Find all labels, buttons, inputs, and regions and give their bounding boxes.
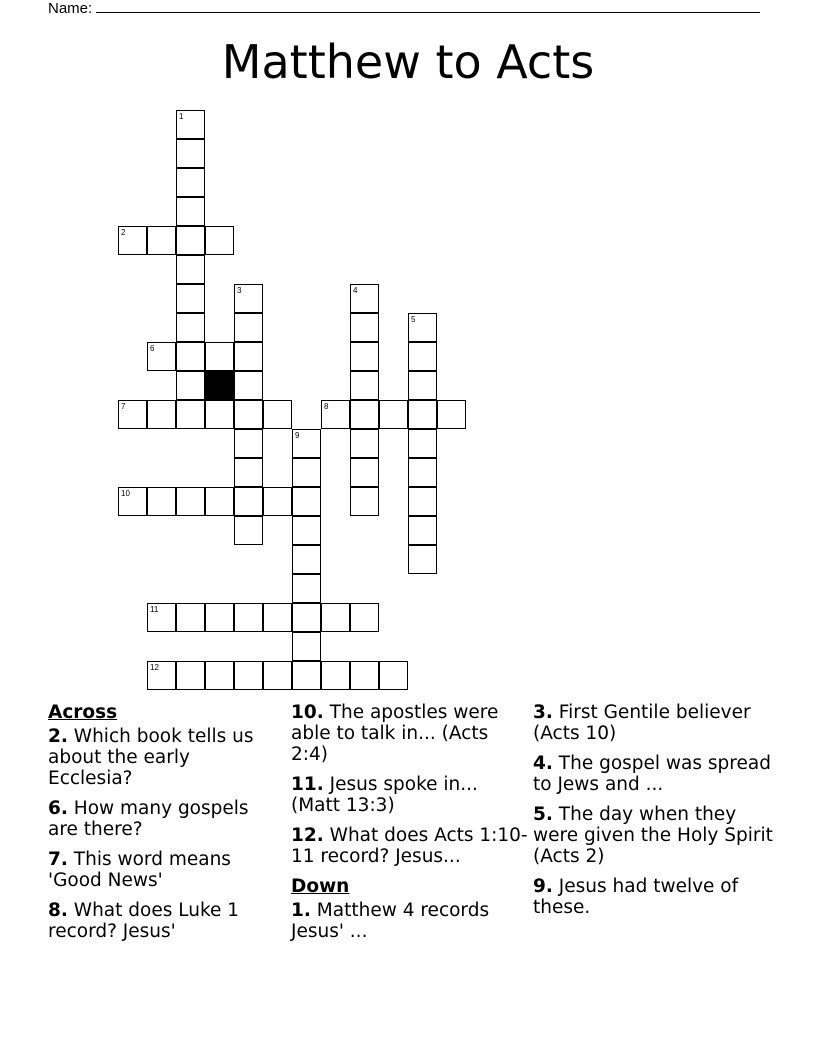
- grid-cell[interactable]: [292, 429, 321, 458]
- clue-down-3: 3. First Gentile believer (Acts 10): [533, 702, 751, 744]
- grid-cell[interactable]: [292, 458, 321, 487]
- grid-cell[interactable]: [408, 371, 437, 400]
- grid-cell[interactable]: [205, 603, 234, 632]
- grid-cell[interactable]: [292, 487, 321, 516]
- name-label: Name:: [48, 0, 93, 17]
- grid-cell[interactable]: [321, 400, 350, 429]
- clues-column-3: [533, 702, 773, 927]
- clue-across-7: 7. This word means 'Good News': [48, 849, 231, 891]
- clue-number: 7: [121, 402, 126, 411]
- grid-cell[interactable]: [321, 603, 350, 632]
- clue-number: 5: [411, 315, 416, 324]
- grid-cell[interactable]: [147, 226, 176, 255]
- grid-cell[interactable]: [408, 516, 437, 545]
- grid-cell[interactable]: [176, 603, 205, 632]
- grid-cell[interactable]: [408, 458, 437, 487]
- grid-cell[interactable]: [176, 661, 205, 690]
- grid-cell[interactable]: [176, 139, 205, 168]
- grid-cell[interactable]: [350, 313, 379, 342]
- grid-cell[interactable]: [205, 342, 234, 371]
- clue-number: 6: [150, 344, 155, 353]
- grid-cell[interactable]: [292, 661, 321, 690]
- grid-cell[interactable]: [205, 661, 234, 690]
- grid-cell[interactable]: [321, 661, 350, 690]
- grid-cell[interactable]: [176, 197, 205, 226]
- grid-cell[interactable]: [176, 284, 205, 313]
- grid-cell[interactable]: [408, 487, 437, 516]
- grid-cell[interactable]: [379, 661, 408, 690]
- page-title: Matthew to Acts: [221, 35, 595, 89]
- grid-cell[interactable]: [176, 371, 205, 400]
- grid-cell[interactable]: [263, 603, 292, 632]
- grid-cell[interactable]: [234, 313, 263, 342]
- grid-cell[interactable]: [234, 516, 263, 545]
- clue-number: 12: [150, 663, 159, 672]
- grid-cell[interactable]: [292, 516, 321, 545]
- grid-cell[interactable]: [176, 487, 205, 516]
- grid-cell[interactable]: [350, 284, 379, 313]
- clue-across-2: 2. Which book tells us about the early Ecclesia?: [48, 726, 254, 789]
- grid-cell[interactable]: [350, 342, 379, 371]
- grid-cell[interactable]: [205, 487, 234, 516]
- grid-cell[interactable]: [176, 400, 205, 429]
- grid-cell[interactable]: [350, 487, 379, 516]
- grid-cell[interactable]: [263, 661, 292, 690]
- grid-cell[interactable]: [176, 168, 205, 197]
- clue-number: 10: [121, 489, 130, 498]
- grid-cell[interactable]: [205, 400, 234, 429]
- clue-number: 4: [353, 286, 358, 295]
- grid-cell[interactable]: [379, 400, 408, 429]
- grid-cell[interactable]: [118, 400, 147, 429]
- grid-cell[interactable]: [147, 342, 176, 371]
- grid-cell[interactable]: [263, 487, 292, 516]
- clue-number: 1: [179, 112, 184, 121]
- clue-across-11: 11. Jesus spoke in... (Matt 13:3): [291, 774, 478, 816]
- grid-cell[interactable]: [176, 226, 205, 255]
- grid-cell[interactable]: [234, 400, 263, 429]
- grid-cell[interactable]: [350, 603, 379, 632]
- clue-down-5: 5. The day when they were given the Holy Spirit (Acts 2): [533, 804, 773, 867]
- grid-cell[interactable]: [234, 429, 263, 458]
- grid-cell[interactable]: [292, 632, 321, 661]
- clue-number: 3: [237, 286, 242, 295]
- grid-cell[interactable]: [437, 400, 466, 429]
- clue-number: 8: [324, 402, 329, 411]
- grid-cell[interactable]: [350, 458, 379, 487]
- grid-cell[interactable]: [176, 255, 205, 284]
- grid-cell[interactable]: [118, 487, 147, 516]
- grid-cell[interactable]: [292, 603, 321, 632]
- clues-column-1: [48, 702, 278, 951]
- grid-cell[interactable]: [147, 603, 176, 632]
- grid-cell[interactable]: [234, 371, 263, 400]
- clue-across-6: 6. How many gospels are there?: [48, 798, 249, 840]
- grid-cell[interactable]: [350, 661, 379, 690]
- clue-across-12: 12. What does Acts 1:10-11 record? Jesus...: [291, 825, 528, 867]
- grid-cell[interactable]: [118, 226, 147, 255]
- grid-cell[interactable]: [350, 371, 379, 400]
- grid-cell[interactable]: [176, 110, 205, 139]
- grid-cell[interactable]: [176, 313, 205, 342]
- grid-cell[interactable]: [147, 487, 176, 516]
- grid-cell[interactable]: [234, 342, 263, 371]
- clue-down-4: 4. The gospel was spread to Jews and ...: [533, 753, 771, 795]
- clue-down-1: 1. Matthew 4 records Jesus' ...: [291, 900, 490, 942]
- grid-cell[interactable]: [408, 342, 437, 371]
- black-cell: [205, 371, 234, 400]
- clue-down-9: 9. Jesus had twelve of these.: [533, 876, 739, 918]
- clue-across-8: 8. What does Luke 1 record? Jesus': [48, 900, 240, 942]
- grid-cell[interactable]: [292, 545, 321, 574]
- grid-cell[interactable]: [147, 400, 176, 429]
- clue-number: 11: [150, 605, 159, 614]
- grid-cell[interactable]: [408, 429, 437, 458]
- grid-cell[interactable]: [292, 574, 321, 603]
- grid-cell[interactable]: [408, 545, 437, 574]
- grid-cell[interactable]: [408, 400, 437, 429]
- grid-cell[interactable]: [205, 226, 234, 255]
- across-heading: Across: [48, 702, 118, 723]
- grid-cell[interactable]: [147, 661, 176, 690]
- down-heading: Down: [291, 876, 350, 897]
- clue-across-10: 10. The apostles were able to talk in... (Acts 2:4): [291, 702, 499, 765]
- grid-cell[interactable]: [176, 342, 205, 371]
- clue-number: 9: [295, 431, 300, 440]
- grid-cell[interactable]: [408, 313, 437, 342]
- grid-cell[interactable]: [234, 487, 263, 516]
- grid-cell[interactable]: [350, 400, 379, 429]
- clue-number: 2: [121, 228, 126, 237]
- clues-column-2: [291, 702, 531, 951]
- grid-cell[interactable]: [234, 661, 263, 690]
- grid-cell[interactable]: [350, 429, 379, 458]
- grid-cell[interactable]: [234, 284, 263, 313]
- grid-cell[interactable]: [263, 400, 292, 429]
- grid-cell[interactable]: [234, 458, 263, 487]
- grid-cell[interactable]: [234, 603, 263, 632]
